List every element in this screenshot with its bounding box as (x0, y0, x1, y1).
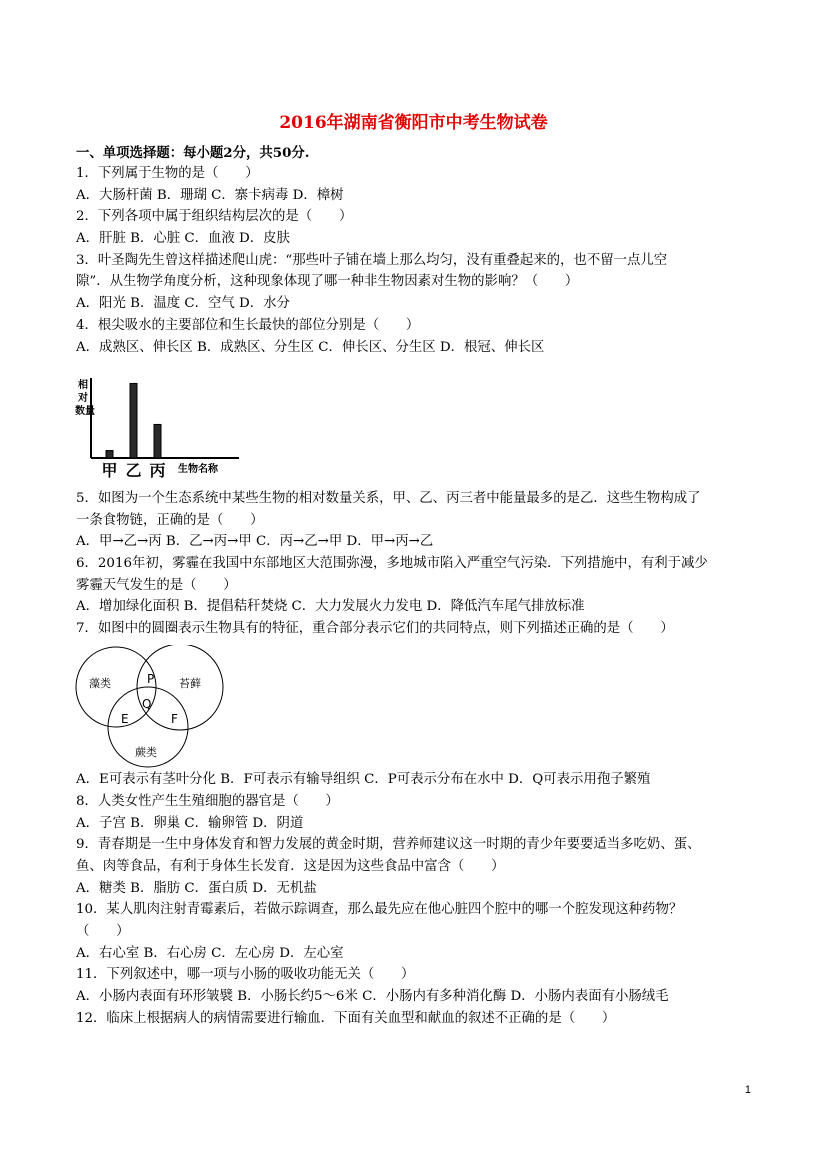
bar-2 (130, 383, 137, 458)
question-2: 2．下列各项中属于组织结构层次的是（ ） (76, 209, 353, 224)
question-6-line1: 6．2016年初，雾霾在我国中东部地区大范围弥漫，多地城市陷入严重空气污染．下列措施中，有利于减少 (76, 556, 708, 571)
question-4: 4．根尖吸水的主要部位和生长最快的部位分别是（ ） (76, 318, 420, 333)
question-7-options: A．E可表示有茎叶分化 B．F可表示有输导组织 C．P可表示分布在水中 D．Q可表示用孢子繁殖 (76, 772, 651, 787)
bar-3 (154, 424, 161, 458)
question-3-line1: 3．叶圣陶先生曾这样描述爬山虎：“那些叶子铺在墙上那么均匀，没有重叠起来的，也不留一点儿空 (76, 253, 668, 268)
category-label-1: 甲 (101, 461, 118, 480)
question-1-options: A．大肠杆菌 B．珊瑚 C．寨卡病毒 D．樟树 (76, 188, 344, 203)
question-8: 8．人类女性产生生殖细胞的器官是（ ） (76, 794, 339, 809)
question-9-options: A．糖类 B．脂肪 C．蛋白质 D．无机盐 (76, 881, 317, 896)
question-5-options: A．甲→乙→丙 B．乙→丙→甲 C．丙→乙→甲 D．甲→丙→乙 (76, 534, 434, 549)
question-12: 12．临床上根据病人的病情需要进行输血．下面有关血型和献血的叙述不正确的是（ ） (76, 1011, 616, 1026)
question-4-options: A．成熟区、伸长区 B．成熟区、分生区 C．伸长区、分生区 D．根冠、伸长区 (76, 340, 545, 355)
category-label-2: 乙 (125, 461, 142, 480)
question-6-options: A．增加绿化面积 B．提倡秸秆焚烧 C．大力发展火力发电 D．降低汽车尾气排放标准 (76, 599, 585, 614)
question-5-line2: 一条食物链，正确的是（ ） (76, 513, 264, 528)
venn-region-f: F (171, 712, 178, 726)
venn-label-algae: 藻类 (89, 677, 111, 690)
y-label-char-3: 数量 (75, 406, 95, 417)
question-11: 11．下列叙述中，哪一项与小肠的吸收功能无关（ ） (76, 967, 415, 982)
venn-diagram (72, 645, 232, 770)
question-3-line2: 隙”．从生物学角度分析，这种现象体现了哪一种非生物因素对生物的影响？（ ） (76, 274, 579, 289)
venn-region-e: E (121, 712, 129, 726)
venn-label-moss: 苔藓 (179, 677, 201, 690)
question-8-options: A．子宫 B．卵巢 C．输卵管 D．阴道 (76, 816, 304, 831)
venn-label-fern: 蕨类 (135, 746, 157, 759)
question-7: 7．如图中的圆圈表示生物具有的特征，重合部分表示它们的共同特点，则下列描述正确的是（ ） (76, 621, 674, 636)
category-label-3: 丙 (149, 461, 166, 480)
bar-1 (106, 451, 113, 458)
question-9-line2: 鱼、肉等食品，有利于身体生长发育．这是因为这些食品中富含（ ） (76, 859, 505, 874)
question-1: 1．下列属于生物的是（ ） (76, 166, 259, 181)
question-2-options: A．肝脏 B．心脏 C．血液 D．皮肤 (76, 231, 290, 246)
page-number: 1 (744, 1084, 751, 1096)
question-9-line1: 9．青春期是一生中身体发育和智力发展的黄金时期，营养师建议这一时期的青少年要要适当多吃奶、蛋、 (76, 837, 701, 852)
y-label-char-1: 相 (78, 380, 88, 391)
y-label-char-2: 对 (78, 393, 88, 404)
venn-region-p: P (147, 672, 155, 686)
question-6-line2: 雾霾天气发生的是（ ） (76, 578, 237, 593)
question-10-line2: （ ） (76, 924, 130, 939)
venn-region-q: Q (142, 697, 152, 711)
question-10-options: A．右心室 B．右心房 C．左心房 D．左心室 (76, 946, 344, 961)
question-10-line1: 10．某人肌肉注射青霉素后，若做示踪调查，那么最先应在他心脏四个腔中的哪一个腔发现这种药物？ (76, 902, 683, 917)
question-11-options: A．小肠内表面有环形皱襞 B．小肠长约5～6米 C．小肠内有多种消化酶 D．小肠内表面有小肠绒毛 (76, 989, 669, 1004)
question-3-options: A．阳光 B．温度 C．空气 D．水分 (76, 296, 290, 311)
bar-chart (74, 368, 244, 483)
section-heading: 一、单项选择题：每小题2分，共50分. (76, 145, 310, 161)
question-5-line1: 5．如图为一个生态系统中某些生物的相对数量关系，甲、乙、丙三者中能量最多的是乙．这些生物构成了 (76, 491, 701, 506)
x-axis-label: 生物名称 (178, 464, 218, 475)
exam-title: 2016年湖南省衡阳市中考生物试卷 (279, 113, 548, 133)
